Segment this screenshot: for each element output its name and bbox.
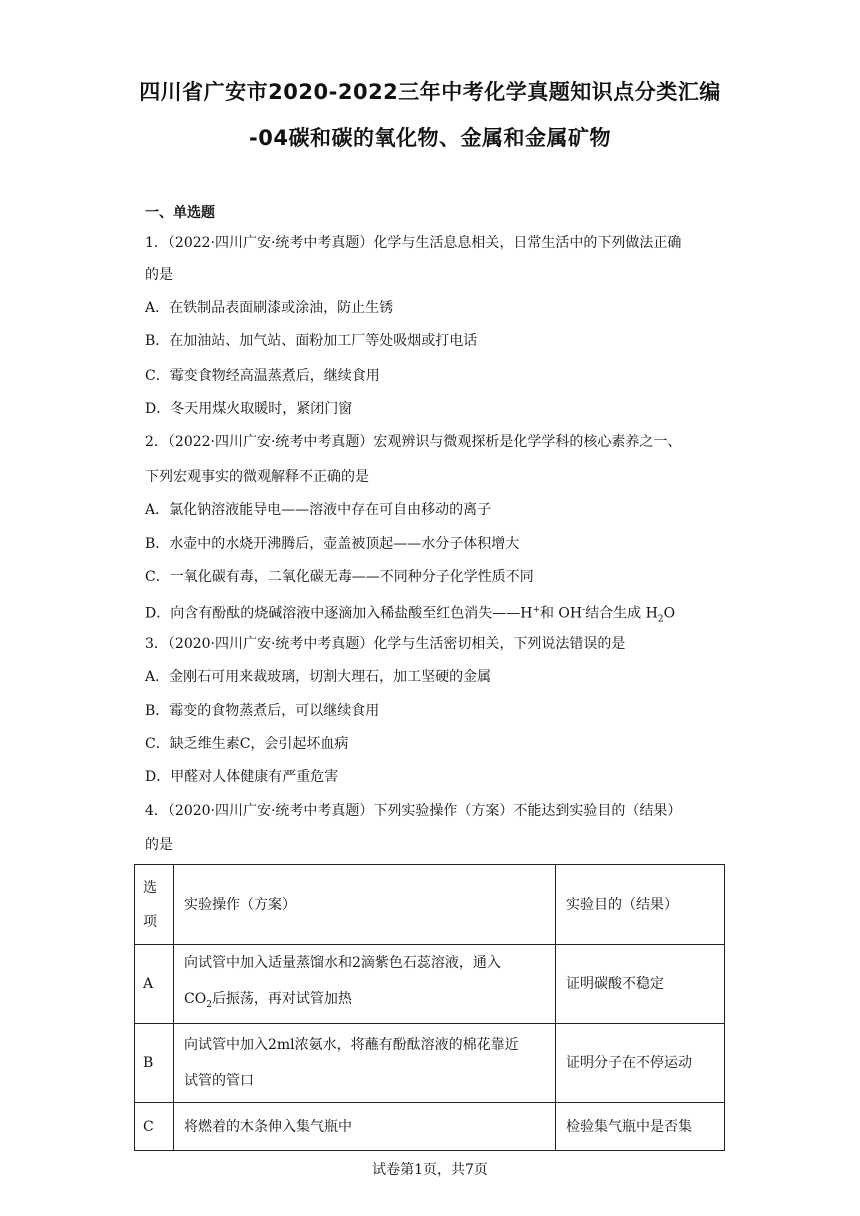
question-3-option-b: B．霉变的食物蒸煮后，可以继续食用 (145, 703, 380, 719)
question-1-option-b: B．在加油站、加气站、面粉加工厂等处吸烟或打电话 (145, 333, 478, 349)
table-row (135, 1103, 725, 1151)
question-3-option-c: C．缺乏维生素C，会引起坏血病 (145, 736, 349, 752)
row-option-cell: A (135, 945, 174, 1024)
header-option-cell: 选 项 (135, 865, 174, 945)
question-1-option-a: A．在铁制品表面刷漆或涂油，防止生锈 (145, 300, 394, 316)
question-2-option-d: D．向含有酚酞的烧碱溶液中逐滴加入稀盐酸至红色消失——H+和 OH-结合生成 $H_2O$ (145, 605, 676, 625)
question-3-stem: 3．（2020·四川广安·统考中考真题）化学与生活密切相关，下列说法错误的是 (145, 636, 626, 652)
section-title: 一、单选题 (145, 205, 215, 221)
question-4-stem: 4．（2020·四川广安·统考中考真题）下列实验操作（方案）不能达到实验目的（结果） (145, 803, 682, 819)
question-1-option-c: C．霉变食物经高温蒸煮后，继续食用 (145, 368, 380, 384)
row-option-cell: B (135, 1024, 174, 1103)
question-1-option-d: D．冬天用煤火取暖时，紧闭门窗 (145, 401, 353, 417)
question-3-option-a: A．金刚石可用来裁玻璃，切割大理石，加工坚硬的金属 (145, 669, 492, 685)
question-2-option-a: A．氯化钠溶液能导电——溶液中存在可自由移动的离子 (145, 502, 492, 518)
row-option-cell: C (135, 1103, 174, 1151)
header-purpose-cell: 实验目的（结果） (556, 865, 725, 945)
row-purpose-cell: 证明碳酸不稳定 (556, 945, 725, 1024)
row-operation-cell: 将燃着的木条伸入集气瓶中 (174, 1103, 556, 1151)
header-operation-cell: 实验操作（方案） (174, 865, 556, 945)
question-2-option-b: B．水壶中的水烧开沸腾后，壶盖被顶起——水分子体积增大 (145, 536, 520, 552)
row-operation-cell: 向试管中加入2ml浓氨水，将蘸有酚酞溶液的棉花靠近 试管的管口 (174, 1024, 556, 1103)
table-row (135, 945, 725, 1024)
document-title-line1: 四川省广安市2020-2022三年中考化学真题知识点分类汇编 (139, 80, 721, 104)
question-4-table (134, 864, 725, 1151)
question-4-stem-cont: 的是 (145, 837, 173, 853)
question-1-stem-cont: 的是 (145, 267, 173, 283)
document-title-line2: -04碳和碳的氧化物、金属和金属矿物 (249, 126, 611, 150)
table-row (135, 1024, 725, 1103)
row-purpose-cell: 证明分子在不停运动 (556, 1024, 725, 1103)
question-3-option-d: D．甲醛对人体健康有严重危害 (145, 769, 339, 785)
question-1-stem: 1．（2022·四川广安·统考中考真题）化学与生活息息相关，日常生活中的下列做法正确 (145, 235, 682, 251)
question-2-stem: 2．（2022·四川广安·统考中考真题）宏观辨识与微观探析是化学学科的核心素养之一、 (145, 434, 682, 450)
row-purpose-cell: 检验集气瓶中是否集 (556, 1103, 725, 1151)
question-2-option-c: C．一氧化碳有毒，二氧化碳无毒——不同种分子化学性质不同 (145, 569, 534, 585)
page-footer: 试卷第1页，共7页 (372, 1162, 488, 1178)
row-operation-cell: 向试管中加入适量蒸馏水和2滴紫色石蕊溶液，通入 $CO_2$后振荡，再对试管加热 (174, 945, 556, 1024)
question-2-stem-cont: 下列宏观事实的微观解释不正确的是 (145, 469, 369, 485)
table-header-row (135, 865, 725, 945)
